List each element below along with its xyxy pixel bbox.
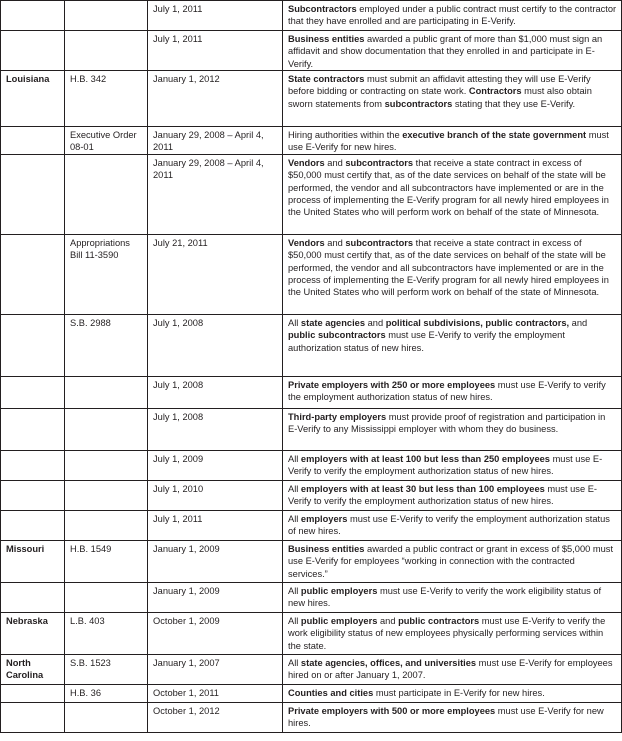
requirement-cell xyxy=(283,1,622,31)
effective-date-cell: July 1, 2011 xyxy=(148,31,283,71)
table-row xyxy=(1,235,622,315)
state-cell xyxy=(1,1,65,31)
requirement-emphasis: employers xyxy=(300,514,348,524)
requirement-text: that receive a state contract in excess of $50,000 must certify that, as of the date services on behalf of the state will be performed, the vendor and all subcontractors have implemented or are in the process of implementing the E-Verify program for all newly hired employees in the United States who will perform work on behalf of the state of Minnesota. xyxy=(288,158,609,218)
table-row xyxy=(1,71,622,127)
requirement-emphasis: political subdivisions, public contractors, xyxy=(385,318,570,328)
table-row xyxy=(1,1,622,31)
requirement-cell xyxy=(283,71,622,127)
requirement-cell xyxy=(283,377,622,409)
effective-date-cell: July 21, 2011 xyxy=(148,235,283,315)
law-cell: H.B. 1549 xyxy=(65,541,148,583)
table-row xyxy=(1,583,622,613)
table-row xyxy=(1,127,622,155)
requirement-text: must use E-Verify to verify the work eligibility status of new hires. xyxy=(288,586,602,609)
law-cell: H.B. 342 xyxy=(65,71,148,127)
effective-date-cell: July 1, 2011 xyxy=(148,1,283,31)
effective-date-cell: January 29, 2008 – April 4, 2011 xyxy=(148,155,283,235)
requirement-emphasis: state agencies xyxy=(300,318,366,328)
requirement-text: must use E-Verify to verify the employment authorization status of new hires. xyxy=(288,380,606,403)
requirement-text: and xyxy=(365,318,386,328)
state-cell xyxy=(1,481,65,511)
state-cell xyxy=(1,377,65,409)
requirement-text: that receive a state contract in excess of $50,000 must certify that, as of the date services on behalf of the state will be performed, the vendor and all subcontractors have implemented or are in the process of implementing the E-Verify program for all newly hired employees in the United States who will perform work on behalf of the state of Minnesota. xyxy=(288,238,609,298)
table-row xyxy=(1,703,622,733)
table-row xyxy=(1,613,622,655)
requirement-text: and xyxy=(377,616,399,626)
law-cell xyxy=(65,511,148,541)
requirement-cell xyxy=(283,541,622,583)
law-cell xyxy=(65,481,148,511)
table-row xyxy=(1,541,622,583)
requirement-text: All xyxy=(288,616,301,626)
law-cell: S.B. 2988 xyxy=(65,315,148,377)
requirement-text: must use E-Verify to verify the employment authorization status of new hires. xyxy=(288,330,565,353)
effective-date-cell: January 29, 2008 – April 4, 2011 xyxy=(148,127,283,155)
requirement-emphasis: public subcontractors xyxy=(288,330,386,341)
requirement-cell xyxy=(283,655,622,685)
effective-date-cell: January 1, 2012 xyxy=(148,71,283,127)
state-cell xyxy=(1,127,65,155)
table-row xyxy=(1,655,622,685)
requirement-text: must submit an affidavit attesting they will use E-Verify before bidding or contracting on state work. xyxy=(288,74,591,97)
requirement-emphasis: public employers xyxy=(300,616,378,626)
requirement-emphasis: subcontractors xyxy=(384,98,453,109)
law-cell: Executive Order 08-01 xyxy=(65,127,148,155)
effective-date-cell: July 1, 2008 xyxy=(148,409,283,451)
requirement-text: must use E-Verify for employees hired on or after January 1, 2007. xyxy=(288,658,613,681)
law-cell: Appropriations Bill 11-3590 xyxy=(65,235,148,315)
requirement-text: and xyxy=(324,158,346,168)
requirement-text: All xyxy=(288,586,301,596)
requirement-cell xyxy=(283,451,622,481)
effective-date-cell: July 1, 2011 xyxy=(148,511,283,541)
requirement-text: All xyxy=(288,658,301,668)
state-cell: North Carolina xyxy=(1,655,65,685)
state-cell xyxy=(1,685,65,703)
law-cell: S.B. 1523 xyxy=(65,655,148,685)
state-cell xyxy=(1,451,65,481)
effective-date-cell: July 1, 2008 xyxy=(148,315,283,377)
state-cell xyxy=(1,235,65,315)
effective-date-cell: January 1, 2007 xyxy=(148,655,283,685)
state-cell xyxy=(1,315,65,377)
law-cell xyxy=(65,31,148,71)
table-row xyxy=(1,377,622,409)
requirement-text: awarded a public grant of more than $1,000 must sign an affidavit and show documentation that they enrolled in and participate in E-Verify. xyxy=(288,34,603,69)
effective-date-cell: July 1, 2010 xyxy=(148,481,283,511)
requirement-emphasis: Subcontractors xyxy=(288,4,357,14)
law-cell xyxy=(65,409,148,451)
requirement-emphasis: Contractors xyxy=(468,86,522,97)
requirement-cell xyxy=(283,315,622,377)
effective-date-cell: October 1, 2012 xyxy=(148,703,283,733)
table-row xyxy=(1,685,622,703)
requirement-text: must use E-Verify to verify the work eligibility status of new employees physically performing services within the state. xyxy=(288,616,606,651)
effective-date-cell: October 1, 2011 xyxy=(148,685,283,703)
requirement-text: stating that they use E-Verify. xyxy=(452,98,576,109)
requirement-emphasis: Vendors xyxy=(288,158,325,168)
requirement-text: employed under a public contract must certify to the contractor that they have enrolled and are participating in E-Verify. xyxy=(288,4,617,27)
requirement-cell xyxy=(283,127,622,155)
requirement-cell xyxy=(283,481,622,511)
requirement-text: must participate in E-Verify for new hires. xyxy=(373,688,545,698)
state-cell xyxy=(1,31,65,71)
requirement-text: must also obtain sworn statements from xyxy=(288,86,592,109)
requirement-cell xyxy=(283,409,622,451)
effective-date-cell: January 1, 2009 xyxy=(148,541,283,583)
table-row xyxy=(1,31,622,71)
table-row xyxy=(1,409,622,451)
requirement-emphasis: Third-party employers xyxy=(288,412,387,422)
requirement-emphasis: public employers xyxy=(300,586,378,596)
requirement-cell xyxy=(283,31,622,71)
law-cell xyxy=(65,703,148,733)
requirement-text: Hiring authorities within the xyxy=(288,130,403,140)
requirement-text: awarded a public contract or grant in excess of $5,000 must use E-Verify for employees “working in connection with the contracted services.” xyxy=(288,544,614,579)
requirement-emphasis: Business entities xyxy=(288,544,365,554)
table-row xyxy=(1,155,622,235)
law-cell xyxy=(65,155,148,235)
effective-date-cell: January 1, 2009 xyxy=(148,583,283,613)
requirement-text: must use E-Verify for new hires. xyxy=(288,706,604,729)
effective-date-cell: July 1, 2008 xyxy=(148,377,283,409)
requirement-emphasis: employers with at least 30 but less than 100 employees xyxy=(300,484,545,494)
law-cell: L.B. 403 xyxy=(65,613,148,655)
requirement-emphasis: State contractors xyxy=(288,74,365,84)
law-cell xyxy=(65,583,148,613)
requirement-cell xyxy=(283,583,622,613)
requirement-emphasis: executive branch of the state government xyxy=(402,130,587,140)
requirement-text: must provide proof of registration and participation in E-Verify to any Mississippi employer with whom they do business. xyxy=(288,412,606,435)
law-cell: H.B. 36 xyxy=(65,685,148,703)
law-cell xyxy=(65,451,148,481)
requirement-text: must use E-Verify to verify the employment authorization status of new hires. xyxy=(288,484,597,507)
state-cell xyxy=(1,155,65,235)
requirement-emphasis: Private employers with 500 or more employees xyxy=(288,706,496,716)
state-cell xyxy=(1,583,65,613)
requirement-text: All xyxy=(288,318,301,328)
requirement-emphasis: employers with at least 100 but less than 250 employees xyxy=(300,454,550,464)
table-body xyxy=(1,1,622,733)
state-cell xyxy=(1,409,65,451)
requirement-text: All xyxy=(288,484,301,494)
state-cell: Louisiana xyxy=(1,71,65,127)
requirement-text: must use E-Verify to verify the employment authorization status of new hires. xyxy=(288,514,610,537)
requirement-cell xyxy=(283,703,622,733)
requirement-emphasis: Private employers with 250 or more employees xyxy=(288,380,496,390)
requirement-emphasis: subcontractors xyxy=(345,238,414,248)
state-cell xyxy=(1,703,65,733)
state-cell xyxy=(1,511,65,541)
law-cell xyxy=(65,1,148,31)
requirement-cell xyxy=(283,613,622,655)
law-cell xyxy=(65,377,148,409)
state-cell: Nebraska xyxy=(1,613,65,655)
effective-date-cell: July 1, 2009 xyxy=(148,451,283,481)
requirement-cell xyxy=(283,235,622,315)
table-row xyxy=(1,511,622,541)
requirement-text: All xyxy=(288,454,301,464)
requirement-emphasis: subcontractors xyxy=(345,158,414,168)
effective-date-cell: October 1, 2009 xyxy=(148,613,283,655)
requirement-text: and xyxy=(569,318,588,328)
requirement-cell xyxy=(283,685,622,703)
table-row xyxy=(1,315,622,377)
table-row xyxy=(1,481,622,511)
requirement-text: must use E-Verify to verify the employment authorization status of new hires. xyxy=(288,454,603,477)
requirement-text: All xyxy=(288,514,301,524)
requirement-emphasis: Business entities xyxy=(288,34,365,44)
table-row xyxy=(1,451,622,481)
requirement-emphasis: Counties and cities xyxy=(288,688,374,698)
requirement-emphasis: Vendors xyxy=(288,238,325,248)
requirement-emphasis: public contractors xyxy=(398,616,480,626)
requirement-cell xyxy=(283,155,622,235)
requirement-cell xyxy=(283,511,622,541)
requirement-emphasis: state agencies, offices, and universities xyxy=(300,658,477,668)
requirement-text: must use E-Verify for new hires. xyxy=(288,130,609,153)
requirement-text: and xyxy=(324,238,346,248)
state-cell: Missouri xyxy=(1,541,65,583)
